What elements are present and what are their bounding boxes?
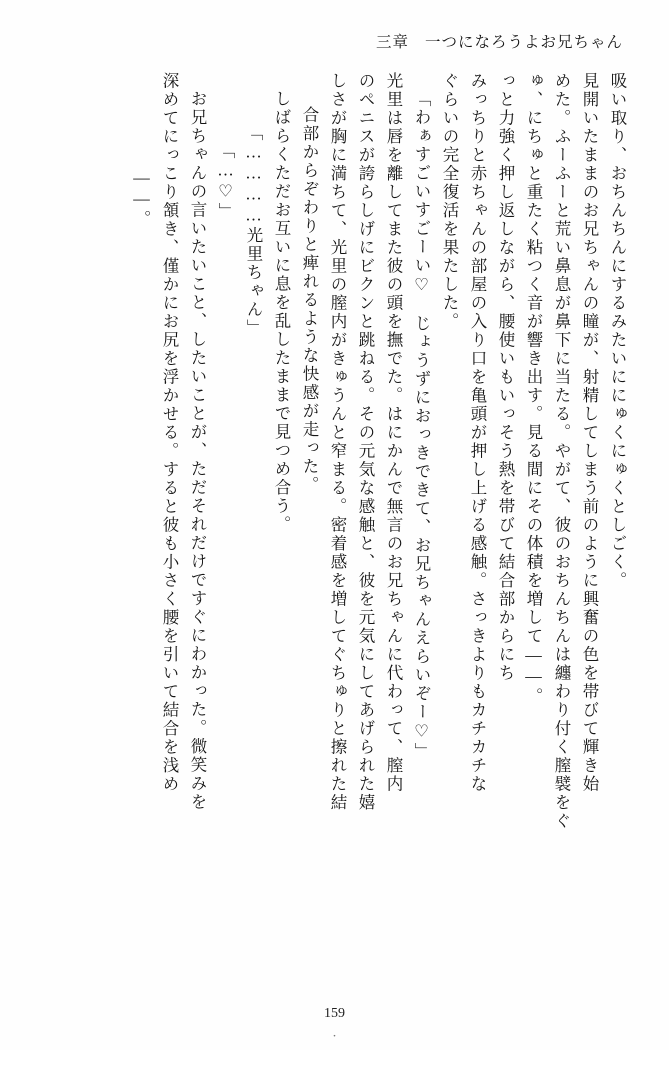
text-column: 「…………光里ちゃん」 bbox=[244, 124, 263, 338]
text-column: ――。 bbox=[132, 168, 151, 229]
footer-mark: ・ bbox=[329, 1031, 339, 1041]
chapter-title: 一つになろうよお兄ちゃん bbox=[424, 34, 623, 51]
text-column: しばらくただお互いに息を乱したままで見つめ合う。 bbox=[272, 90, 291, 534]
text-column: 吸い取り、おちんちんにするみたいににゅくにゅくとしごく。 bbox=[608, 72, 627, 590]
text-column: ゅ、にちゅと重たく粘つく音が響き出す。見る間にその体積を増して――。 bbox=[524, 72, 543, 706]
vertical-body-text bbox=[60, 72, 625, 972]
text-column: 「…♡」 bbox=[216, 142, 235, 221]
text-column: 合部からぞわりと痺れるような快感が走った。 bbox=[300, 106, 319, 495]
text-column: 深めてにっこり頷き、僅かにお尻を浮かせる。すると彼も小さく腰を引いて結合を浅め bbox=[160, 72, 179, 794]
text-column: ぐらいの完全復活を果たした。 bbox=[440, 72, 459, 331]
page-number: 159 bbox=[324, 1006, 345, 1021]
text-column: っと力強く押し返しながら、腰使いもいっそう熱を帯びて結合部からにち bbox=[496, 72, 515, 683]
text-column: のペニスが誇らしげにビクンと跳ねる。その元気な感触と、彼を元気にしてあげられた嬉 bbox=[356, 72, 375, 812]
text-column: お兄ちゃんの言いたいこと、したいことが、ただそれだけですぐにわかった。微笑みを bbox=[188, 90, 207, 812]
text-column: 見開いたままのお兄ちゃんの瞳が、射精してしまう前のように興奮の色を帯びて輝き始 bbox=[580, 72, 599, 794]
text-column: しさが胸に満ちて、光里の膣内がきゅうんと窄まる。密着感を増してぐちゅりと擦れた結 bbox=[328, 72, 347, 812]
text-column: みっちりと赤ちゃんの部屋の入り口を亀頭が押し上げる感触。さっきよりもカチカチな bbox=[468, 72, 487, 794]
text-column: 光里は唇を離してまた彼の頭を撫でた。はにかんで無言のお兄ちゃんに代わって、膣内 bbox=[384, 72, 403, 794]
page-header bbox=[376, 30, 623, 52]
text-column: めた。ふーふーと荒い鼻息が鼻下に当たる。やがて、彼のおちんちんは纏わり付く膣襞をぐ bbox=[552, 72, 571, 831]
text-column: 「わぁすごいすごーい♡ じょうずにおっきできて、お兄ちゃんえらいぞー♡」 bbox=[412, 90, 431, 761]
chapter-number: 三章 bbox=[375, 34, 409, 51]
